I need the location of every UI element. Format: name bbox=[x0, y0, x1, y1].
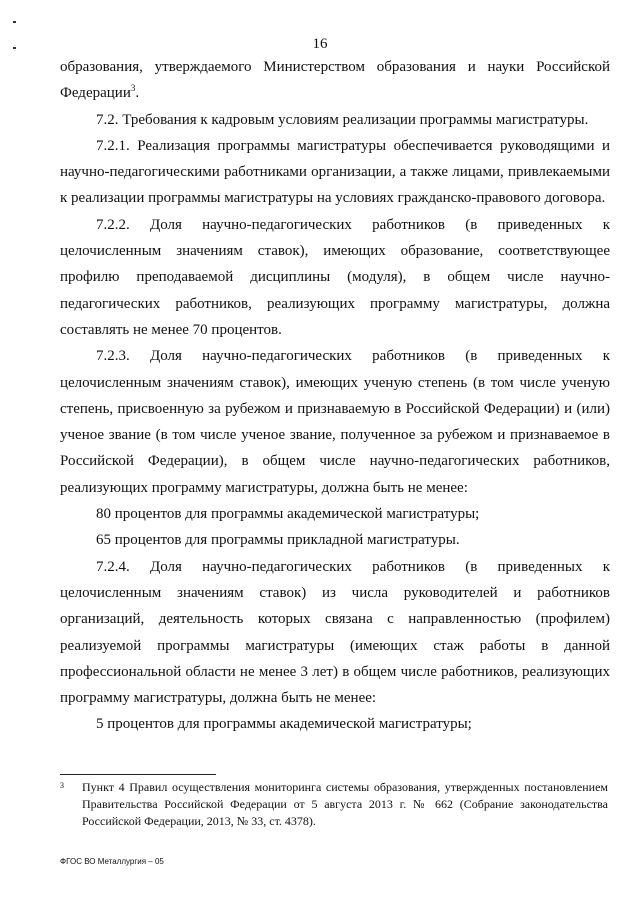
footnote bbox=[60, 779, 610, 830]
paragraph-7-2-4: 7.2.4. Доля научно-педагогических работников (в приведенных к целочисленным значениям ставок) из числа руководителей и работников организаций, деятельность которых связана с направленностью (профилем) реализуемой программы магистратуры (имеющих стаж работы в данной профессиональной области не менее 3 лет) в общем числе работников, реализующих программу магистратуры, должна быть не менее: bbox=[60, 558, 610, 707]
paragraph-7-2-3: 7.2.3. Доля научно-педагогических работников (в приведенных к целочисленным значениям ставок), имеющих ученую степень (в том числе ученую степень, присвоенную за рубежом и признаваемую в Российской Федерации) и (или) ученое звание (в том числе ученое звание, полученное за рубежом и признаваемое в Российской Федерации), в общем числе научно-педагогических работников, реализующих программу магистратуры, должна быть не менее: bbox=[60, 348, 610, 496]
footnote-text: Пункт 4 Правил осуществления мониторинга системы образования, утвержденных постановлением Правительства Российской Федерации от 5 августа 2013 г. № 662 (Собрание законодательства Российской Федерации, 2013, № 33, ст. 4378). bbox=[82, 780, 608, 828]
scan-margin-mark bbox=[13, 21, 16, 23]
footnote-reference[interactable]: 3 bbox=[130, 83, 136, 94]
body-text bbox=[60, 54, 610, 738]
paragraph-7-2-1: 7.2.1. Реализация программы магистратуры обеспечивается руководящими и научно-педагогическими работниками организации, а также лицами, привлекаемыми к реализации программы магистратуры на условиях гражданско-правового договора. bbox=[60, 137, 610, 207]
footnote-mark: 3 bbox=[60, 781, 64, 790]
list-item-applied: 65 процентов для программы прикладной магистратуры. bbox=[96, 532, 460, 549]
footnote-separator bbox=[60, 774, 216, 775]
document-footer-label: ФГОС ВО Металлургия – 05 bbox=[60, 857, 164, 866]
paragraph-7-2-2: 7.2.2. Доля научно-педагогических работников (в приведенных к целочисленным значениям ставок), имеющих образование, соответствующее профилю преподаваемой дисциплины (модуля), в общем числе научно-педагогических работников, реализующих программу магистратуры, должна составлять не менее 70 процентов. bbox=[60, 216, 610, 338]
list-item-academic-5: 5 процентов для программы академической магистратуры; bbox=[96, 716, 472, 733]
section-heading-7-2: 7.2. Требования к кадровым условиям реализации программы магистратуры. bbox=[96, 111, 589, 128]
page-number: 16 bbox=[312, 36, 328, 52]
list-item-academic: 80 процентов для программы академической магистратуры; bbox=[96, 506, 480, 523]
paragraph-continuation: образования, утверждаемого Министерством образования и науки Российской Федерации$^3$. bbox=[60, 59, 610, 102]
